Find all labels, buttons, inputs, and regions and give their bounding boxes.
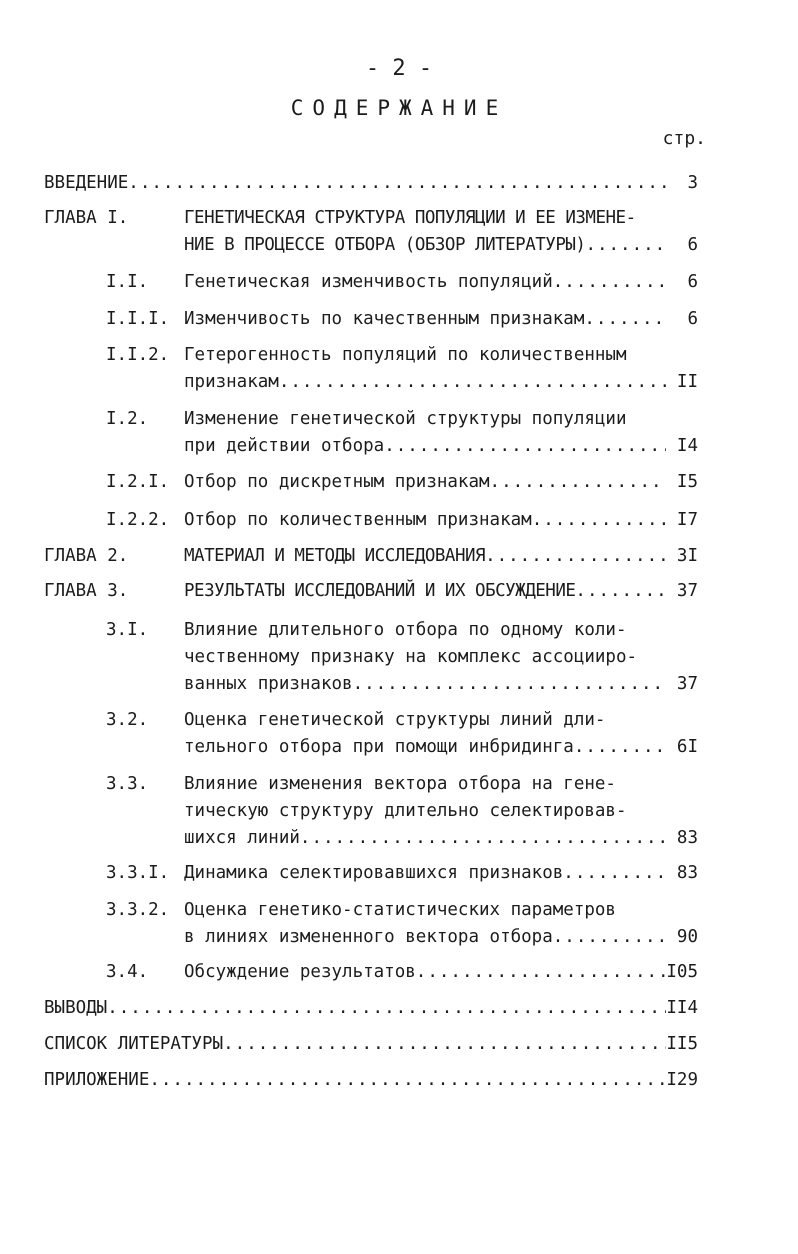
toc-entry-number: I.I. (106, 272, 149, 292)
toc-entry-number: 3.I. (106, 620, 149, 640)
toc-entry-page: II4 (666, 998, 698, 1018)
toc-entry-title: Генетическая изменчивость популяций (184, 272, 553, 292)
toc-entry-title-line: НИЕ В ПРОЦЕССЕ ОТБОРА (ОБЗОР ЛИТЕРАТУРЫ) (184, 235, 586, 255)
toc-entry-page: 3 (687, 173, 698, 193)
toc-entry-page: 6I (676, 737, 698, 757)
toc-entry-title: Обсуждение результатов (184, 962, 416, 982)
toc-entry-title: ПРИЛОЖЕНИЕ (44, 1070, 150, 1090)
toc-entry-number: I.2.I. (106, 472, 170, 492)
toc-entry-title-line: Влияние изменения вектора отбора на гене- (184, 774, 616, 794)
toc-entry-number: ГЛАВА 2. (44, 546, 129, 566)
toc-entry-page: I7 (676, 510, 698, 530)
toc-entry-page: 37 (676, 674, 698, 694)
toc-entry-number: ГЛАВА 3. (44, 581, 129, 601)
toc-entry-title-line: Гетерогенность популяций по количественным (184, 345, 627, 365)
toc-entry-title: Отбор по количественным признакам (184, 510, 532, 530)
toc-entry-number: 3.3. (106, 774, 149, 794)
toc-entry-title: Изменчивость по качественным признакам (184, 309, 585, 329)
pages-column-label: стр. (662, 128, 706, 149)
toc-entry-title: Динамика селектировавшихся признаков (184, 863, 564, 883)
toc-entry-page: 83 (676, 863, 698, 883)
toc-entry-page: 3I (676, 546, 698, 566)
toc-entry-number: I.I.I. (106, 309, 170, 329)
toc-entry-number: 3.3.2. (106, 900, 170, 920)
toc-entry-title: РЕЗУЛЬТАТЫ ИССЛЕДОВАНИЙ И ИХ ОБСУЖДЕНИЕ (184, 581, 576, 601)
toc-entry-title-line: тическую структуру длительно селектировав- (184, 801, 627, 821)
toc-entry-number: 3.3.I. (106, 863, 170, 883)
toc-entry-title: МАТЕРИАЛ И МЕТОДЫ ИССЛЕДОВАНИЯ (184, 546, 486, 566)
toc-entry-title-line: Изменение генетической структуры популяции (184, 409, 627, 429)
toc-entry-page: I29 (666, 1070, 698, 1090)
toc-entry-title-line: ванных признаков (184, 674, 353, 694)
toc-entry-page: I5 (676, 472, 698, 492)
toc-entry-page: 90 (676, 927, 698, 947)
toc-entry-title-line: тельного отбора при помощи инбридинга (184, 737, 574, 757)
toc-entry-title: ВЫВОДЫ (44, 998, 108, 1018)
toc-entry-title-line: шихся линий (184, 828, 300, 848)
toc-entry-page: 6 (687, 235, 698, 255)
toc-entry-page: I05 (666, 962, 698, 982)
toc-entry-page: I4 (676, 436, 698, 456)
toc-entry-page: II (676, 372, 698, 392)
toc-entry-title-line: Оценка генетико-статистических параметров (184, 900, 616, 920)
toc-entry-number: I.I.2. (106, 345, 170, 365)
toc-entry-title-line: Влияние длительного отбора по одному коли- (184, 620, 627, 640)
toc-entry-title-line: ГЕНЕТИЧЕСКАЯ СТРУКТУРА ПОПУЛЯЦИИ И ЕЕ ИЗМЕНЕ- (184, 208, 636, 228)
toc-entry-page: 6 (687, 272, 698, 292)
toc-entry-page: 37 (676, 581, 698, 601)
toc-entry-page: II5 (666, 1034, 698, 1054)
toc-entry-title-line: чественному признаку на комплекс ассоцииро- (184, 647, 638, 667)
toc-entry-title-line: в линиях измененного вектора отбора (184, 927, 553, 947)
toc-entry-title: Отбор по дискретным признакам (184, 472, 490, 492)
toc-entry-number: 3.2. (106, 710, 149, 730)
toc-entry-number: 3.4. (106, 962, 149, 982)
toc-entry-page: 6 (687, 309, 698, 329)
page-number: - 2 - (365, 56, 433, 81)
toc-entry-page: 83 (676, 828, 698, 848)
toc-entry-number: I.2.2. (106, 510, 170, 530)
toc-entry-title: СПИСОК ЛИТЕРАТУРЫ (44, 1034, 224, 1054)
toc-entry-title: ВВЕДЕНИЕ (44, 173, 129, 193)
toc-entry-title-line: Оценка генетической структуры линий дли- (184, 710, 606, 730)
page-title: СОДЕРЖАНИЕ (290, 96, 508, 120)
toc-entry-title-line: при действии отбора (184, 436, 385, 456)
toc-entry-number: ГЛАВА I. (44, 208, 129, 228)
toc-entry-number: I.2. (106, 409, 149, 429)
toc-entry-title-line: признакам (184, 372, 279, 392)
